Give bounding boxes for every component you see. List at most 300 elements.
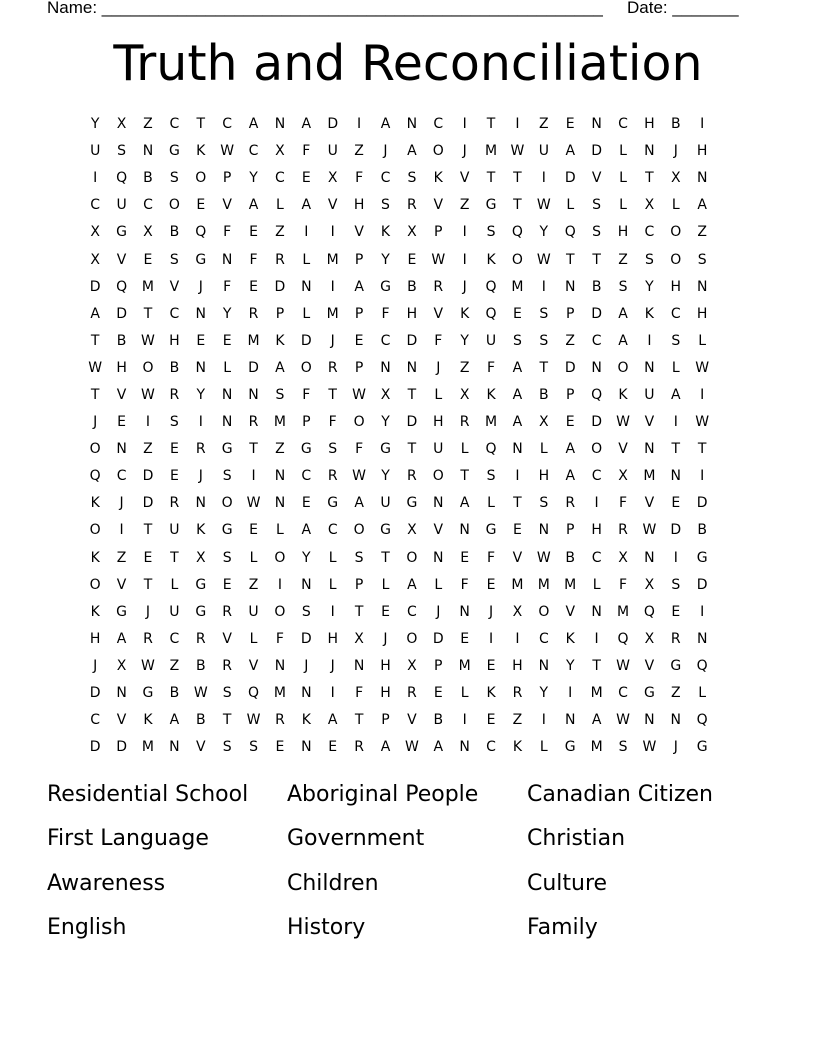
grid-letter: E [275,739,285,756]
grid-letter: C [169,305,180,322]
grid-letter: P [566,305,575,322]
grid-letter: W [88,359,103,376]
grid-letter: X [644,197,655,214]
grid-letter: X [195,549,206,566]
grid-letter: N [591,603,602,620]
grid-letter: A [301,522,312,539]
grid-letter: A [248,197,259,214]
grid-letter: P [354,305,364,322]
grid-letter: L [460,441,469,458]
grid-letter: E [513,522,522,539]
grid-letter: I [330,685,335,702]
grid-letter: A [565,468,576,485]
grid-letter: O [195,170,207,187]
grid-letter: M [458,657,471,674]
grid-letter: G [670,657,682,674]
grid-letter: C [90,712,101,729]
grid-letter: I [515,116,520,133]
grid-row [82,490,742,517]
grid-letter: H [644,116,655,133]
grid-letter: C [248,143,259,160]
grid-letter: R [275,712,285,729]
grid-letter: I [541,170,546,187]
grid-letter: U [169,522,180,539]
puzzle-title: Truth and Reconciliation [113,35,703,92]
grid-letter: V [565,603,576,620]
grid-letter: H [433,414,444,431]
grid-letter: D [564,170,576,187]
grid-letter: R [222,603,233,620]
grid-letter: T [513,197,522,214]
grid-letter: D [142,495,154,512]
grid-row [82,463,742,490]
grid-letter: S [169,170,179,187]
grid-letter: S [222,739,232,756]
grid-row [82,734,742,761]
grid-row [82,680,742,707]
grid-letter: W [352,468,367,485]
grid-letter: C [275,170,285,187]
grid-letter: V [459,170,470,187]
grid-letter: X [90,224,100,241]
grid-letter: E [486,576,496,593]
word-list-item: First Language [47,826,209,852]
grid-letter: M [511,576,524,593]
grid-letter: G [195,251,207,268]
grid-letter: M [564,576,577,593]
grid-letter: J [383,143,388,160]
grid-letter: R [222,657,233,674]
grid-letter: I [647,332,652,349]
grid-letter: F [460,576,469,593]
grid-letter: B [195,657,206,674]
grid-letter: D [116,305,127,322]
grid-row [82,219,742,246]
grid-letter: J [198,278,203,295]
grid-letter: I [119,522,124,539]
grid-letter: S [222,549,232,566]
grid-letter: L [619,143,627,160]
grid-letter: K [460,305,470,322]
grid-letter: K [565,630,575,647]
grid-row [82,192,742,219]
grid-letter: L [698,332,707,349]
grid-letter: D [564,359,576,376]
grid-letter: W [246,495,261,512]
grid-letter: L [434,386,443,403]
grid-letter: D [300,332,312,349]
grid-letter: O [406,549,418,566]
grid-letter: S [222,468,232,485]
grid-letter: M [590,739,603,756]
grid-letter: N [221,386,233,403]
grid-letter: F [487,359,496,376]
grid-letter: S [539,305,549,322]
grid-letter: A [301,197,312,214]
grid-letter: W [431,251,446,268]
grid-row [82,436,742,463]
grid-letter: N [116,441,127,458]
grid-letter: S [407,170,417,187]
grid-letter: F [355,685,364,702]
grid-letter: I [357,116,362,133]
grid-letter: E [249,522,258,539]
grid-letter: C [90,197,101,214]
grid-letter: K [512,739,523,756]
grid-letter: U [116,197,127,214]
grid-row [82,599,742,626]
grid-letter: A [301,116,312,133]
grid-letter: K [143,712,153,729]
grid-letter: B [591,278,602,295]
grid-letter: X [670,170,681,187]
grid-letter: Q [485,278,497,295]
grid-letter: Y [90,116,100,133]
grid-letter: W [536,549,551,566]
grid-letter: L [671,197,680,214]
grid-letter: R [407,685,417,702]
grid-letter: C [591,468,602,485]
grid-letter: C [670,305,681,322]
grid-letter: R [327,359,338,376]
grid-letter: D [248,359,259,376]
grid-letter: J [93,414,98,431]
grid-letter: H [591,522,602,539]
grid-letter: L [328,576,337,593]
grid-letter: I [700,603,705,620]
grid-letter: P [275,305,285,322]
grid-letter: A [327,712,338,729]
grid-letter: O [89,576,101,593]
grid-letter: A [380,116,391,133]
grid-letter: W [510,143,525,160]
grid-letter: O [274,549,286,566]
grid-letter: L [249,630,258,647]
grid-letter: V [433,197,444,214]
grid-letter: Q [591,386,603,403]
grid-letter: X [116,657,127,674]
grid-letter: J [436,359,441,376]
grid-letter: V [195,739,206,756]
grid-letter: S [328,441,338,458]
grid-letter: O [221,495,233,512]
grid-letter: U [248,603,259,620]
grid-letter: L [539,441,548,458]
grid-letter: S [117,143,127,160]
grid-letter: F [223,224,232,241]
grid-letter: A [565,441,576,458]
grid-letter: H [116,359,127,376]
grid-letter: L [460,685,469,702]
grid-letter: T [354,603,364,620]
grid-letter: G [116,224,128,241]
grid-letter: G [195,576,207,593]
grid-letter: W [193,685,208,702]
grid-letter: Q [89,468,101,485]
grid-letter: N [274,495,286,512]
grid-letter: G [380,278,391,295]
grid-letter: O [274,603,286,620]
grid-letter: O [89,441,101,458]
grid-letter: H [89,630,101,647]
grid-letter: L [302,305,311,322]
word-list-item: Aboriginal People [287,782,479,807]
grid-letter: R [433,278,444,295]
grid-letter: F [355,441,364,458]
grid-letter: M [511,278,524,295]
grid-row [82,138,742,165]
grid-letter: V [222,630,232,647]
grid-letter: N [406,116,418,133]
grid-letter: D [406,332,418,349]
grid-letter: J [330,657,335,674]
grid-letter: D [89,278,101,295]
grid-row [82,653,742,680]
grid-letter: L [619,170,627,187]
grid-letter: O [353,414,365,431]
grid-letter: N [538,657,550,674]
grid-letter: A [354,278,364,295]
grid-letter: Z [116,549,127,566]
grid-letter: N [433,549,444,566]
grid-letter: O [538,603,550,620]
grid-letter: O [591,441,603,458]
grid-letter: A [618,305,628,322]
grid-letter: V [407,712,417,729]
grid-row [82,517,742,544]
grid-letter: F [328,414,337,431]
grid-letter: U [90,143,101,160]
grid-letter: T [565,251,575,268]
grid-letter: P [354,359,364,376]
grid-letter: K [90,495,100,512]
grid-letter: I [462,712,467,729]
grid-letter: W [642,522,657,539]
grid-letter: U [485,332,497,349]
grid-letter: R [618,522,628,539]
grid-letter: D [300,630,312,647]
grid-row [82,572,742,599]
grid-letter: I [145,414,151,431]
grid-letter: Q [116,278,128,295]
grid-letter: K [196,522,206,539]
grid-letter: N [644,143,655,160]
grid-letter: Z [459,197,470,214]
grid-letter: R [512,685,523,702]
grid-letter: Y [381,251,390,268]
grid-letter: T [645,170,654,187]
grid-letter: E [486,712,496,729]
grid-letter: E [249,278,258,295]
grid-letter: Z [143,441,153,458]
grid-letter: N [644,359,655,376]
grid-letter: S [169,251,179,268]
grid-row [82,274,742,301]
grid-row [82,707,742,734]
grid-letter: X [644,576,655,593]
grid-letter: Y [222,305,232,322]
grid-letter: D [670,522,682,539]
grid-letter: E [407,251,417,268]
grid-letter: B [407,278,417,295]
grid-letter: E [301,170,311,187]
grid-letter: D [591,414,602,431]
grid-letter: I [198,414,203,431]
grid-letter: E [671,603,681,620]
grid-letter: N [221,251,233,268]
grid-letter: M [326,251,339,268]
grid-letter: F [275,630,284,647]
grid-letter: E [143,251,153,268]
grid-row [82,409,742,436]
grid-letter: I [304,224,309,241]
grid-letter: T [249,441,258,458]
grid-letter: B [539,386,549,403]
grid-letter: S [486,224,496,241]
grid-letter: T [196,116,206,133]
grid-letter: H [670,278,682,295]
grid-letter: E [354,332,364,349]
grid-letter: I [594,495,599,512]
grid-letter: T [90,386,100,403]
grid-letter: V [222,197,232,214]
grid-letter: Q [643,603,655,620]
grid-letter: E [117,414,127,431]
grid-letter: T [513,495,522,512]
grid-letter: J [304,657,309,674]
grid-letter: J [119,495,124,512]
grid-letter: E [222,576,232,593]
grid-letter: T [222,712,232,729]
grid-letter: G [221,522,233,539]
grid-letter: H [538,468,550,485]
grid-letter: T [170,549,179,566]
grid-letter: N [696,630,708,647]
grid-letter: T [143,576,153,593]
grid-letter: G [485,522,497,539]
grid-letter: V [591,170,602,187]
grid-letter: O [432,468,444,485]
grid-letter: H [169,332,180,349]
grid-letter: H [512,657,523,674]
grid-letter: O [353,522,365,539]
grid-letter: Z [275,224,285,241]
grid-letter: J [383,630,388,647]
grid-letter: N [195,359,206,376]
grid-letter: Q [696,712,708,729]
grid-letter: R [407,468,417,485]
grid-letter: R [143,630,153,647]
grid-letter: N [353,657,365,674]
grid-letter: B [565,549,576,566]
grid-letter: S [644,251,654,268]
grid-letter: F [434,332,443,349]
word-list [47,775,787,952]
grid-letter: I [515,630,520,647]
grid-letter: S [354,549,364,566]
grid-letter: P [354,251,364,268]
grid-letter: E [565,116,575,133]
grid-letter: V [644,495,655,512]
grid-letter: T [460,468,469,485]
grid-letter: N [696,278,708,295]
grid-letter: Y [539,224,549,241]
grid-letter: Z [539,116,549,133]
grid-letter: N [274,468,286,485]
grid-letter: D [327,116,339,133]
grid-letter: N [301,685,312,702]
grid-letter: M [616,603,630,620]
grid-letter: N [433,495,444,512]
grid-letter: C [591,549,602,566]
grid-letter: M [326,305,339,322]
grid-letter: L [249,549,258,566]
grid-letter: I [462,116,467,133]
grid-letter: S [249,739,258,756]
grid-letter: C [169,630,180,647]
grid-letter: K [486,386,496,403]
grid-letter: D [696,576,708,593]
grid-letter: A [116,630,127,647]
grid-letter: S [592,224,602,241]
grid-letter: P [354,576,364,593]
grid-letter: Q [485,441,497,458]
grid-letter: J [488,603,494,620]
grid-letter: L [276,522,284,539]
grid-letter: N [301,739,312,756]
grid-letter: A [354,495,364,512]
grid-letter: G [485,197,497,214]
grid-letter: J [198,468,203,485]
grid-letter: E [169,441,179,458]
grid-letter: X [354,630,364,647]
grid-letter: S [618,739,628,756]
grid-letter: T [486,116,496,133]
grid-letter: K [301,712,311,729]
grid-letter: H [380,657,391,674]
grid-letter: T [143,305,153,322]
grid-letter: N [301,576,312,593]
grid-letter: G [195,603,207,620]
grid-letter: M [141,739,155,756]
grid-letter: Z [459,359,470,376]
grid-letter: G [643,685,655,702]
grid-letter: Y [196,386,206,403]
grid-letter: S [486,468,496,485]
grid-letter: U [169,603,180,620]
grid-letter: S [592,197,602,214]
grid-letter: G [696,739,708,756]
grid-row [82,301,742,328]
grid-letter: E [196,197,206,214]
word-list-item: Family [527,914,598,940]
grid-letter: I [700,468,705,485]
grid-letter: W [616,712,630,729]
grid-letter: N [248,386,259,403]
grid-letter: S [671,576,681,593]
grid-letter: J [673,143,678,160]
grid-letter: E [381,603,390,620]
grid-letter: H [406,305,418,322]
grid-letter: E [328,739,338,756]
grid-letter: Z [512,712,523,729]
grid-letter: D [89,685,101,702]
grid-letter: N [591,116,602,133]
grid-letter: S [618,278,628,295]
grid-letter: I [330,278,335,295]
grid-letter: X [90,251,100,268]
grid-letter: I [515,468,520,485]
